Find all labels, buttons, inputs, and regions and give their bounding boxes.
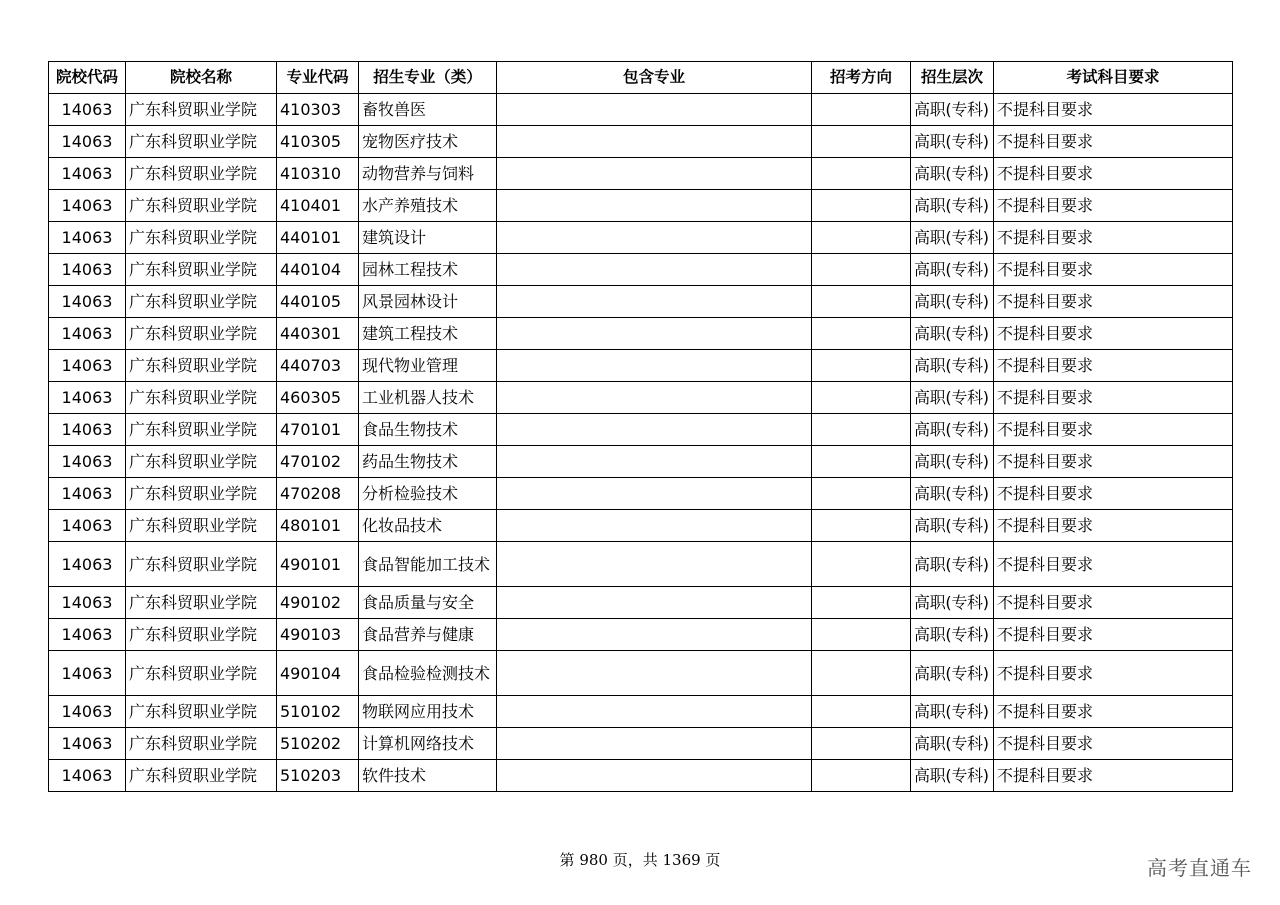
cell-level: 高职(专科) [911, 760, 994, 792]
cell-direction [812, 446, 911, 478]
cell-major: 畜牧兽医 [359, 94, 497, 126]
cell-included-majors [497, 619, 812, 651]
cell-school-code: 14063 [49, 158, 126, 190]
cell-level: 高职(专科) [911, 350, 994, 382]
cell-level: 高职(专科) [911, 651, 994, 696]
table-row [49, 94, 1233, 126]
cell-included-majors [497, 382, 812, 414]
cell-included-majors [497, 222, 812, 254]
cell-school-code: 14063 [49, 286, 126, 318]
cell-school-name: 广东科贸职业学院 [126, 350, 277, 382]
cell-level: 高职(专科) [911, 158, 994, 190]
cell-school-name: 广东科贸职业学院 [126, 587, 277, 619]
table-row [49, 542, 1233, 587]
cell-included-majors [497, 446, 812, 478]
cell-direction [812, 478, 911, 510]
cell-direction [812, 222, 911, 254]
cell-direction [812, 318, 911, 350]
cell-requirement: 不提科目要求 [994, 94, 1233, 126]
cell-direction [812, 651, 911, 696]
cell-school-name: 广东科贸职业学院 [126, 651, 277, 696]
cell-major: 宠物医疗技术 [359, 126, 497, 158]
cell-school-name: 广东科贸职业学院 [126, 510, 277, 542]
cell-major-code: 470102 [277, 446, 359, 478]
cell-major: 工业机器人技术 [359, 382, 497, 414]
cell-direction [812, 510, 911, 542]
cell-direction [812, 760, 911, 792]
cell-major: 食品营养与健康 [359, 619, 497, 651]
cell-direction [812, 94, 911, 126]
cell-school-name: 广东科贸职业学院 [126, 286, 277, 318]
cell-major-code: 480101 [277, 510, 359, 542]
cell-direction [812, 696, 911, 728]
cell-school-code: 14063 [49, 126, 126, 158]
cell-school-name: 广东科贸职业学院 [126, 760, 277, 792]
cell-major-code: 410303 [277, 94, 359, 126]
cell-included-majors [497, 350, 812, 382]
cell-school-name: 广东科贸职业学院 [126, 254, 277, 286]
header-included-majors: 包含专业 [497, 62, 812, 94]
cell-requirement: 不提科目要求 [994, 126, 1233, 158]
cell-major: 建筑设计 [359, 222, 497, 254]
header-direction: 招考方向 [812, 62, 911, 94]
cell-school-name: 广东科贸职业学院 [126, 619, 277, 651]
cell-requirement: 不提科目要求 [994, 254, 1233, 286]
table-row [49, 587, 1233, 619]
cell-major-code: 510102 [277, 696, 359, 728]
cell-requirement: 不提科目要求 [994, 587, 1233, 619]
cell-major: 药品生物技术 [359, 446, 497, 478]
cell-school-name: 广东科贸职业学院 [126, 696, 277, 728]
table-row [49, 190, 1233, 222]
cell-direction [812, 587, 911, 619]
cell-school-code: 14063 [49, 510, 126, 542]
cell-major-code: 490104 [277, 651, 359, 696]
cell-included-majors [497, 254, 812, 286]
table-row [49, 619, 1233, 651]
cell-school-name: 广东科贸职业学院 [126, 126, 277, 158]
cell-requirement: 不提科目要求 [994, 696, 1233, 728]
cell-school-name: 广东科贸职业学院 [126, 414, 277, 446]
cell-major: 建筑工程技术 [359, 318, 497, 350]
header-major: 招生专业（类） [359, 62, 497, 94]
cell-major-code: 490101 [277, 542, 359, 587]
cell-school-name: 广东科贸职业学院 [126, 728, 277, 760]
cell-level: 高职(专科) [911, 696, 994, 728]
cell-major: 食品智能加工技术 [359, 542, 497, 587]
cell-requirement: 不提科目要求 [994, 190, 1233, 222]
cell-school-name: 广东科贸职业学院 [126, 190, 277, 222]
cell-major-code: 440703 [277, 350, 359, 382]
cell-included-majors [497, 318, 812, 350]
cell-included-majors [497, 414, 812, 446]
cell-level: 高职(专科) [911, 190, 994, 222]
cell-direction [812, 728, 911, 760]
header-level: 招生层次 [911, 62, 994, 94]
cell-direction [812, 414, 911, 446]
cell-included-majors [497, 542, 812, 587]
cell-school-code: 14063 [49, 414, 126, 446]
cell-requirement: 不提科目要求 [994, 510, 1233, 542]
cell-major-code: 440101 [277, 222, 359, 254]
cell-major-code: 470101 [277, 414, 359, 446]
cell-school-code: 14063 [49, 222, 126, 254]
cell-school-code: 14063 [49, 760, 126, 792]
cell-school-name: 广东科贸职业学院 [126, 222, 277, 254]
cell-major-code: 490102 [277, 587, 359, 619]
cell-school-code: 14063 [49, 728, 126, 760]
cell-direction [812, 350, 911, 382]
cell-level: 高职(专科) [911, 222, 994, 254]
table-row [49, 728, 1233, 760]
table-body [49, 94, 1233, 792]
cell-school-code: 14063 [49, 619, 126, 651]
cell-requirement: 不提科目要求 [994, 542, 1233, 587]
cell-major-code: 460305 [277, 382, 359, 414]
cell-direction [812, 126, 911, 158]
cell-school-code: 14063 [49, 651, 126, 696]
cell-major: 食品生物技术 [359, 414, 497, 446]
cell-requirement: 不提科目要求 [994, 318, 1233, 350]
cell-level: 高职(专科) [911, 478, 994, 510]
cell-included-majors [497, 190, 812, 222]
cell-school-code: 14063 [49, 587, 126, 619]
cell-major: 计算机网络技术 [359, 728, 497, 760]
cell-included-majors [497, 158, 812, 190]
page-number: 第 980 页，共 1369 页 [559, 851, 721, 869]
table-row [49, 446, 1233, 478]
header-school-code: 院校代码 [49, 62, 126, 94]
cell-major: 食品质量与安全 [359, 587, 497, 619]
cell-direction [812, 190, 911, 222]
cell-school-code: 14063 [49, 94, 126, 126]
cell-requirement: 不提科目要求 [994, 286, 1233, 318]
cell-school-name: 广东科贸职业学院 [126, 542, 277, 587]
header-major-code: 专业代码 [277, 62, 359, 94]
cell-included-majors [497, 587, 812, 619]
table-row [49, 696, 1233, 728]
cell-school-name: 广东科贸职业学院 [126, 446, 277, 478]
cell-level: 高职(专科) [911, 318, 994, 350]
cell-direction [812, 254, 911, 286]
cell-school-code: 14063 [49, 696, 126, 728]
cell-major-code: 410305 [277, 126, 359, 158]
cell-requirement: 不提科目要求 [994, 728, 1233, 760]
admission-table [48, 61, 1233, 792]
table-row [49, 651, 1233, 696]
table-row [49, 478, 1233, 510]
cell-included-majors [497, 126, 812, 158]
cell-level: 高职(专科) [911, 728, 994, 760]
cell-requirement: 不提科目要求 [994, 651, 1233, 696]
cell-requirement: 不提科目要求 [994, 446, 1233, 478]
cell-major-code: 440301 [277, 318, 359, 350]
cell-school-code: 14063 [49, 190, 126, 222]
cell-requirement: 不提科目要求 [994, 382, 1233, 414]
table-row [49, 414, 1233, 446]
cell-major: 园林工程技术 [359, 254, 497, 286]
cell-major-code: 440104 [277, 254, 359, 286]
cell-level: 高职(专科) [911, 94, 994, 126]
cell-level: 高职(专科) [911, 587, 994, 619]
table-row [49, 126, 1233, 158]
cell-included-majors [497, 478, 812, 510]
cell-direction [812, 158, 911, 190]
cell-level: 高职(专科) [911, 446, 994, 478]
cell-school-name: 广东科贸职业学院 [126, 382, 277, 414]
cell-major: 化妆品技术 [359, 510, 497, 542]
cell-requirement: 不提科目要求 [994, 619, 1233, 651]
cell-major-code: 410310 [277, 158, 359, 190]
cell-included-majors [497, 286, 812, 318]
cell-major-code: 470208 [277, 478, 359, 510]
cell-major-code: 510203 [277, 760, 359, 792]
cell-included-majors [497, 651, 812, 696]
cell-major: 物联网应用技术 [359, 696, 497, 728]
header-school-name: 院校名称 [126, 62, 277, 94]
cell-major: 食品检验检测技术 [359, 651, 497, 696]
table-row [49, 158, 1233, 190]
cell-major: 现代物业管理 [359, 350, 497, 382]
cell-level: 高职(专科) [911, 542, 994, 587]
table-row [49, 318, 1233, 350]
watermark: 高考直通车 [1147, 856, 1252, 880]
cell-major: 分析检验技术 [359, 478, 497, 510]
table-row [49, 760, 1233, 792]
table-row [49, 286, 1233, 318]
cell-level: 高职(专科) [911, 382, 994, 414]
cell-included-majors [497, 94, 812, 126]
cell-direction [812, 382, 911, 414]
table-row [49, 254, 1233, 286]
cell-level: 高职(专科) [911, 126, 994, 158]
table-row [49, 382, 1233, 414]
cell-school-name: 广东科贸职业学院 [126, 318, 277, 350]
cell-direction [812, 619, 911, 651]
cell-major: 软件技术 [359, 760, 497, 792]
cell-school-code: 14063 [49, 382, 126, 414]
cell-requirement: 不提科目要求 [994, 222, 1233, 254]
cell-direction [812, 286, 911, 318]
cell-school-code: 14063 [49, 542, 126, 587]
cell-requirement: 不提科目要求 [994, 760, 1233, 792]
table-row [49, 222, 1233, 254]
cell-school-code: 14063 [49, 350, 126, 382]
cell-major: 风景园林设计 [359, 286, 497, 318]
cell-requirement: 不提科目要求 [994, 414, 1233, 446]
cell-school-code: 14063 [49, 254, 126, 286]
cell-level: 高职(专科) [911, 414, 994, 446]
cell-requirement: 不提科目要求 [994, 350, 1233, 382]
cell-included-majors [497, 760, 812, 792]
cell-included-majors [497, 696, 812, 728]
cell-level: 高职(专科) [911, 254, 994, 286]
cell-included-majors [497, 510, 812, 542]
cell-school-name: 广东科贸职业学院 [126, 158, 277, 190]
table-row [49, 510, 1233, 542]
cell-level: 高职(专科) [911, 286, 994, 318]
cell-major-code: 410401 [277, 190, 359, 222]
cell-major-code: 510202 [277, 728, 359, 760]
cell-direction [812, 542, 911, 587]
cell-level: 高职(专科) [911, 619, 994, 651]
cell-school-code: 14063 [49, 318, 126, 350]
cell-requirement: 不提科目要求 [994, 158, 1233, 190]
cell-major-code: 440105 [277, 286, 359, 318]
cell-requirement: 不提科目要求 [994, 478, 1233, 510]
cell-school-name: 广东科贸职业学院 [126, 478, 277, 510]
table-row [49, 350, 1233, 382]
header-requirement: 考试科目要求 [994, 62, 1233, 94]
cell-major: 水产养殖技术 [359, 190, 497, 222]
cell-school-code: 14063 [49, 446, 126, 478]
cell-level: 高职(专科) [911, 510, 994, 542]
header-row [49, 62, 1233, 94]
cell-included-majors [497, 728, 812, 760]
cell-school-code: 14063 [49, 478, 126, 510]
cell-school-name: 广东科贸职业学院 [126, 94, 277, 126]
cell-major: 动物营养与饲料 [359, 158, 497, 190]
cell-major-code: 490103 [277, 619, 359, 651]
